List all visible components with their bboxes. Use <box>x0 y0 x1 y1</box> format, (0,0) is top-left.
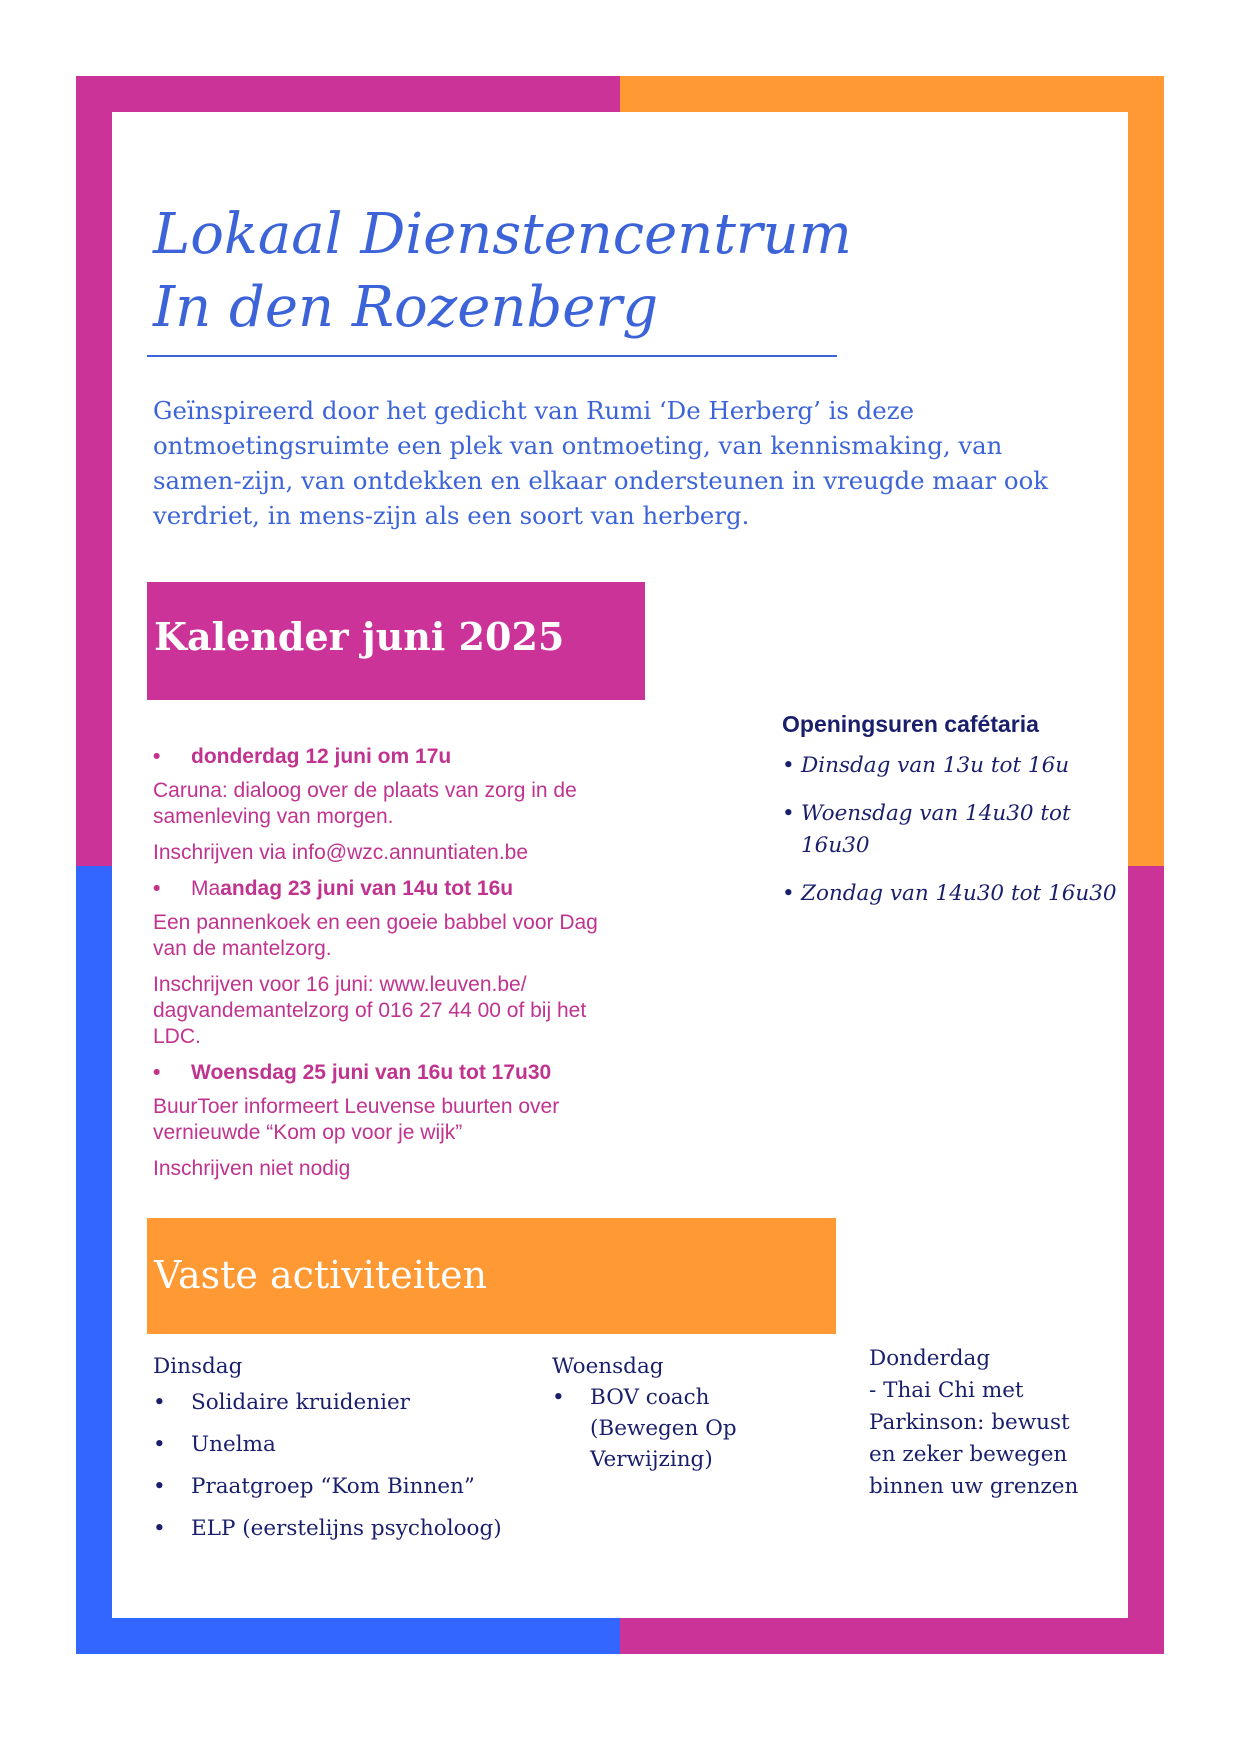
event-registration: Inschrijven niet nodig <box>153 1157 351 1180</box>
title-divider <box>147 355 837 357</box>
activity-item: • BOV coach (Bewegen Op Verwijzing) <box>552 1382 802 1475</box>
activities-wednesday <box>552 1352 802 1475</box>
day-label: Dinsdag <box>153 1354 243 1379</box>
event-heading: • Maandag 23 juni van 14u tot 16u <box>153 877 514 900</box>
activities-title: Vaste activiteiten <box>154 1253 488 1297</box>
activity-item: • Unelma <box>153 1430 533 1460</box>
bullet-icon: • <box>782 801 795 826</box>
activity-line: Parkinson: bewust <box>869 1410 1070 1435</box>
bullet-icon: • <box>153 1390 166 1415</box>
bullet-icon: • <box>782 881 795 906</box>
activity-line: - Thai Chi met <box>869 1378 1024 1403</box>
event-item <box>153 744 623 866</box>
bullet-icon: • <box>153 1516 166 1541</box>
activity-item: • ELP (eerstelijns psycholoog) <box>153 1514 533 1544</box>
activity-item: • Praatgroep “Kom Binnen” <box>153 1472 533 1502</box>
event-item <box>153 1060 623 1182</box>
bullet-icon: • <box>782 753 795 778</box>
event-registration: Inschrijven voor 16 juni: www.leuven.be/ dagvandemantelzorg of 016 27 44 00 of bij het LDC. <box>153 973 587 1048</box>
activity-item: • Solidaire kruidenier <box>153 1388 533 1418</box>
opening-hours-title: Openingsuren cafétaria <box>782 711 1039 737</box>
page-title-line-2: In den Rozenberg <box>153 275 659 340</box>
event-description: Caruna: dialoog over de plaats van zorg in de samenleving van morgen. <box>153 779 577 828</box>
event-item <box>153 876 623 1050</box>
bullet-icon: • <box>153 745 161 768</box>
bullet-icon: • <box>153 1432 166 1457</box>
opening-hours-item: • Dinsdag van 13u tot 16u <box>782 750 1122 782</box>
intro-paragraph: Geïnspireerd door het gedicht van Rumi ‘De Herberg’ is deze ontmoetingsruimte een plek van ontmoeting, van kennismaking, van samen-zijn, van ontdekken en elkaar ondersteunen in vreugde maar ook verdriet, in mens-zijn als een soort van herberg. <box>153 396 1049 530</box>
event-description: Een pannenkoek en een goeie babbel voor Dag van de mantelzorg. <box>153 911 598 960</box>
event-registration: Inschrijven via info@wzc.annuntiaten.be <box>153 841 529 864</box>
page-title-line-1: Lokaal Dienstencentrum <box>153 202 852 267</box>
opening-hours-item: • Woensdag van 14u30 tot 16u30 <box>782 798 1122 862</box>
activity-line: binnen uw grenzen <box>869 1474 1079 1499</box>
event-heading: • Woensdag 25 juni van 16u tot 17u30 <box>153 1061 552 1084</box>
bullet-icon: • <box>153 877 161 900</box>
bullet-icon: • <box>153 1061 161 1084</box>
calendar-events <box>153 744 623 1192</box>
event-heading: • donderdag 12 juni om 17u <box>153 745 452 768</box>
calendar-title: Kalender juni 2025 <box>154 614 565 659</box>
calendar-banner <box>147 582 645 700</box>
opening-hours-item: • Zondag van 14u30 tot 16u30 <box>782 878 1122 910</box>
activity-line: en zeker bewegen <box>869 1442 1068 1467</box>
event-description: BuurToer informeert Leuvense buurten over vernieuwde “Kom op voor je wijk” <box>153 1095 560 1144</box>
activities-thursday <box>869 1343 1119 1503</box>
opening-hours <box>782 710 1122 926</box>
day-label: Woensdag <box>552 1354 664 1379</box>
bullet-icon: • <box>153 1474 166 1499</box>
bullet-icon: • <box>552 1385 565 1410</box>
activities-banner <box>147 1218 836 1334</box>
day-label: Donderdag <box>869 1346 991 1371</box>
activities-tuesday <box>153 1352 533 1556</box>
